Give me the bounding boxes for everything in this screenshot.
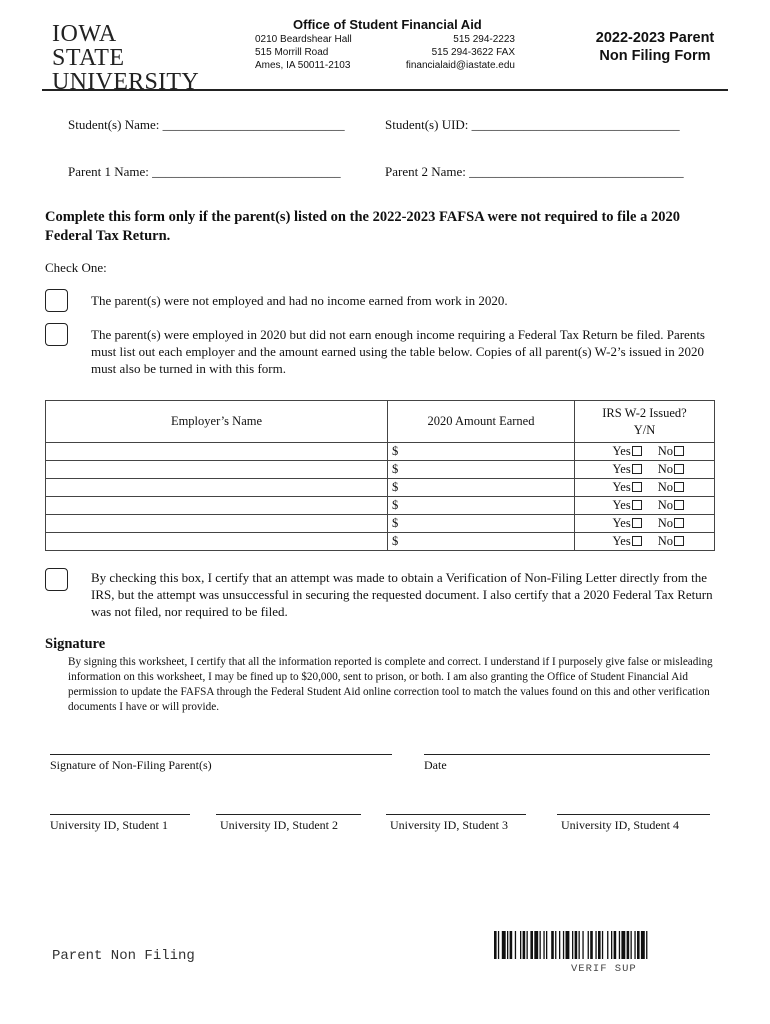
certification-text: By checking this box, I certify that an attempt was made to obtain a Verification of Non-Filing Letter directly from the IRS, but the attempt was unsuccessful in securing the requested document. I also certify that a 2020 Federal Tax Return was not filed, nor required to be filed.: [91, 570, 713, 619]
no-label: No: [657, 498, 673, 512]
option1-text: The parent(s) were not employed and had no income earned from work in 2020.: [91, 293, 508, 308]
yes-label: Yes: [612, 462, 631, 476]
w2-cell: [575, 497, 715, 515]
employer-name-cell[interactable]: [46, 515, 388, 533]
employer-table: [45, 400, 715, 551]
uid-student3-label: University ID, Student 3: [390, 818, 508, 832]
yes-label: Yes: [612, 444, 631, 458]
iowa-state-logo: [52, 21, 199, 95]
w2-cell: [575, 443, 715, 461]
yes-checkbox[interactable]: [632, 518, 642, 528]
yes-checkbox[interactable]: [632, 446, 642, 456]
student-uid-field[interactable]: Student(s) UID: ________________________________: [385, 117, 680, 132]
phone: 515 294-2223: [453, 34, 515, 45]
yes-label: Yes: [612, 480, 631, 494]
logo-line-1: IOWA STATE: [52, 21, 125, 71]
uid-student2-line[interactable]: [216, 814, 361, 815]
table-row: [46, 497, 715, 515]
table-row: [46, 533, 715, 551]
uid-student4-label: University ID, Student 4: [561, 818, 679, 832]
yes-checkbox[interactable]: [632, 482, 642, 492]
no-checkbox[interactable]: [674, 446, 684, 456]
w2-cell: [575, 461, 715, 479]
employer-name-header: Employer’s Name: [46, 401, 388, 443]
w2-header-line-2: Y/N: [633, 422, 656, 437]
dollar-sign: $: [392, 462, 399, 476]
no-checkbox[interactable]: [674, 464, 684, 474]
parent1-name-field[interactable]: Parent 1 Name: _____________________________: [68, 164, 341, 179]
dollar-sign: $: [392, 480, 399, 494]
no-label: No: [657, 462, 673, 476]
no-label: No: [657, 516, 673, 530]
barcode-caption: VERIF SUP: [571, 963, 637, 975]
date-line[interactable]: [424, 754, 710, 755]
student-name-field[interactable]: Student(s) Name: ____________________________: [68, 117, 345, 132]
w2-cell: [575, 533, 715, 551]
option1-checkbox[interactable]: [45, 289, 68, 312]
amount-cell[interactable]: [388, 533, 575, 551]
no-label: No: [657, 534, 673, 548]
barcode: [494, 931, 716, 959]
w2-header-line-1: IRS W-2 Issued?: [602, 405, 687, 420]
no-label: No: [657, 444, 673, 458]
table-row: [46, 443, 715, 461]
amount-earned-header: 2020 Amount Earned: [388, 401, 575, 443]
yes-checkbox[interactable]: [632, 464, 642, 474]
employer-name-cell[interactable]: [46, 497, 388, 515]
dollar-sign: $: [392, 444, 399, 458]
amount-cell[interactable]: [388, 443, 575, 461]
w2-cell: [575, 515, 715, 533]
form-title-line-1: 2022-2023 Parent: [595, 30, 715, 46]
employer-name-cell[interactable]: [46, 461, 388, 479]
no-label: No: [657, 480, 673, 494]
employer-name-cell[interactable]: [46, 479, 388, 497]
yes-label: Yes: [612, 498, 631, 512]
table-row: [46, 461, 715, 479]
amount-cell[interactable]: [388, 461, 575, 479]
signature-line[interactable]: [50, 754, 392, 755]
option2-checkbox[interactable]: [45, 323, 68, 346]
amount-cell[interactable]: [388, 479, 575, 497]
no-checkbox[interactable]: [674, 536, 684, 546]
no-checkbox[interactable]: [674, 518, 684, 528]
uid-student1-label: University ID, Student 1: [50, 818, 168, 832]
email: financialaid@iastate.edu: [405, 60, 515, 71]
w2-issued-header: [575, 401, 715, 443]
no-checkbox[interactable]: [674, 482, 684, 492]
option2-text: The parent(s) were employed in 2020 but did not earn enough income requiring a Federal Tax Return be filed. Parents must list out each employer and the amount earned using the table below. Copies of all parent(s) W-2’s issued in 2020 must also be turned in with this form.: [91, 327, 705, 376]
yes-checkbox[interactable]: [632, 536, 642, 546]
w2-cell: [575, 479, 715, 497]
amount-cell[interactable]: [388, 515, 575, 533]
no-checkbox[interactable]: [674, 500, 684, 510]
office-contact: [395, 33, 515, 72]
uid-student1-line[interactable]: [50, 814, 190, 815]
dollar-sign: $: [392, 516, 399, 530]
signature-statement: By signing this worksheet, I certify that all the information reported is complete and correct. I understand if I purposely give false or misleading information on this worksheet, I may be fined up to $20,000, sent to prison, or both. I am also granting the Office of Student Financial Aid permission to update the FAFSA through the Federal Student Aid online correction tool to match the values found on this and other verification documents I have or will provide.: [68, 656, 713, 713]
yes-label: Yes: [612, 534, 631, 548]
yes-checkbox[interactable]: [632, 500, 642, 510]
table-row: [46, 515, 715, 533]
header-divider: [42, 89, 728, 91]
form-title: [580, 29, 730, 65]
address-line: Ames, IA 50011-2103: [255, 60, 351, 71]
uid-student4-line[interactable]: [557, 814, 710, 815]
signature-heading: Signature: [45, 636, 106, 652]
address-line: 0210 Beardshear Hall: [255, 34, 352, 45]
dollar-sign: $: [392, 534, 399, 548]
footer-form-name: Parent Non Filing: [52, 948, 195, 964]
table-row: [46, 479, 715, 497]
address-line: 515 Morrill Road: [255, 47, 329, 58]
form-title-line-2: Non Filing Form: [599, 48, 711, 64]
dollar-sign: $: [392, 498, 399, 512]
uid-student2-label: University ID, Student 2: [220, 818, 338, 832]
parent2-name-field[interactable]: Parent 2 Name: _________________________________: [385, 164, 684, 179]
instruction-lead: Complete this form only if the parent(s) listed on the 2022-2023 FAFSA were not required to file a 2020 Federal Tax Return.: [45, 209, 680, 244]
office-address: [255, 33, 352, 72]
date-label: Date: [424, 758, 447, 772]
signature-label: Signature of Non-Filing Parent(s): [50, 758, 212, 772]
logo-line-2: UNIVERSITY: [52, 69, 199, 95]
office-title: Office of Student Financial Aid: [293, 17, 482, 32]
fax: 515 294-3622 FAX: [431, 47, 515, 58]
employer-name-cell[interactable]: [46, 443, 388, 461]
certification-checkbox[interactable]: [45, 568, 68, 591]
uid-student3-line[interactable]: [386, 814, 526, 815]
employer-name-cell[interactable]: [46, 533, 388, 551]
yes-label: Yes: [612, 516, 631, 530]
amount-cell[interactable]: [388, 497, 575, 515]
table-header-row: [46, 401, 715, 443]
check-one-label: Check One:: [45, 260, 107, 275]
